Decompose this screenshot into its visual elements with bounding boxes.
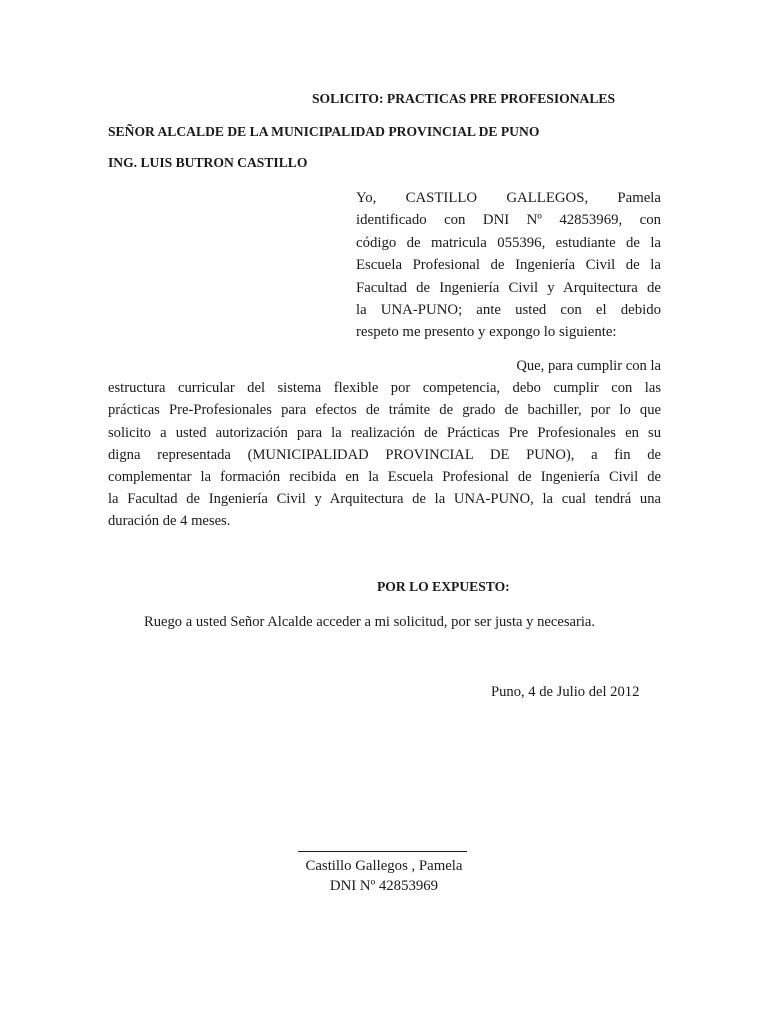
- body-line: solicito a usted autorización para la realización de Prácticas Pre Profesionales en su: [108, 424, 661, 441]
- signature-dni: DNI Nº 42853969: [329, 878, 439, 894]
- intro-line: identificado con DNI Nº 42853969, con: [356, 212, 661, 229]
- date-line: Puno, 4 de Julio del 2012: [491, 684, 640, 700]
- addressee-line: SEÑOR ALCALDE DE LA MUNICIPALIDAD PROVINCIAL DE PUNO: [108, 124, 540, 139]
- body-line: Que, para cumplir con la: [516, 358, 661, 374]
- body-line: duración de 4 meses.: [108, 513, 231, 530]
- closing-heading: POR LO EXPUESTO:: [377, 579, 510, 594]
- body-paragraph: [108, 355, 661, 533]
- body-line: la Facultad de Ingeniería Civil y Arquitectura de la UNA-PUNO, la cual tendrá una: [108, 491, 661, 508]
- body-line: estructura curricular del sistema flexible por competencia, debo cumplir con las: [108, 380, 661, 397]
- intro-line: respeto me presento y expongo lo siguiente:: [356, 324, 617, 341]
- subject-line: SOLICITO: PRACTICAS PRE PROFESIONALES: [312, 91, 616, 106]
- engineer-name: ING. LUIS BUTRON CASTILLO: [108, 155, 308, 170]
- body-line: digna representada (MUNICIPALIDAD PROVINCIAL DE PUNO), a fin de: [108, 446, 661, 463]
- intro-paragraph: [356, 187, 661, 344]
- body-line: prácticas Pre-Profesionales para efectos de trámite de grado de bachiller, por lo que: [108, 402, 661, 419]
- intro-line: Facultad de Ingeniería Civil y Arquitectura de: [356, 279, 661, 296]
- intro-line: la UNA-PUNO; ante usted con el debido: [356, 302, 661, 319]
- intro-line: código de matricula 055396, estudiante de la: [356, 234, 661, 251]
- signature-line: [298, 851, 467, 852]
- signature-name: Castillo Gallegos , Pamela: [305, 858, 463, 874]
- intro-line: Yo, CASTILLO GALLEGOS, Pamela: [356, 190, 661, 206]
- intro-line: Escuela Profesional de Ingeniería Civil de la: [356, 257, 661, 274]
- request-line: Ruego a usted Señor Alcalde acceder a mi solicitud, por ser justa y necesaria.: [144, 614, 596, 630]
- body-line: complementar la formación recibida en la Escuela Profesional de Ingeniería Civil de: [108, 469, 661, 486]
